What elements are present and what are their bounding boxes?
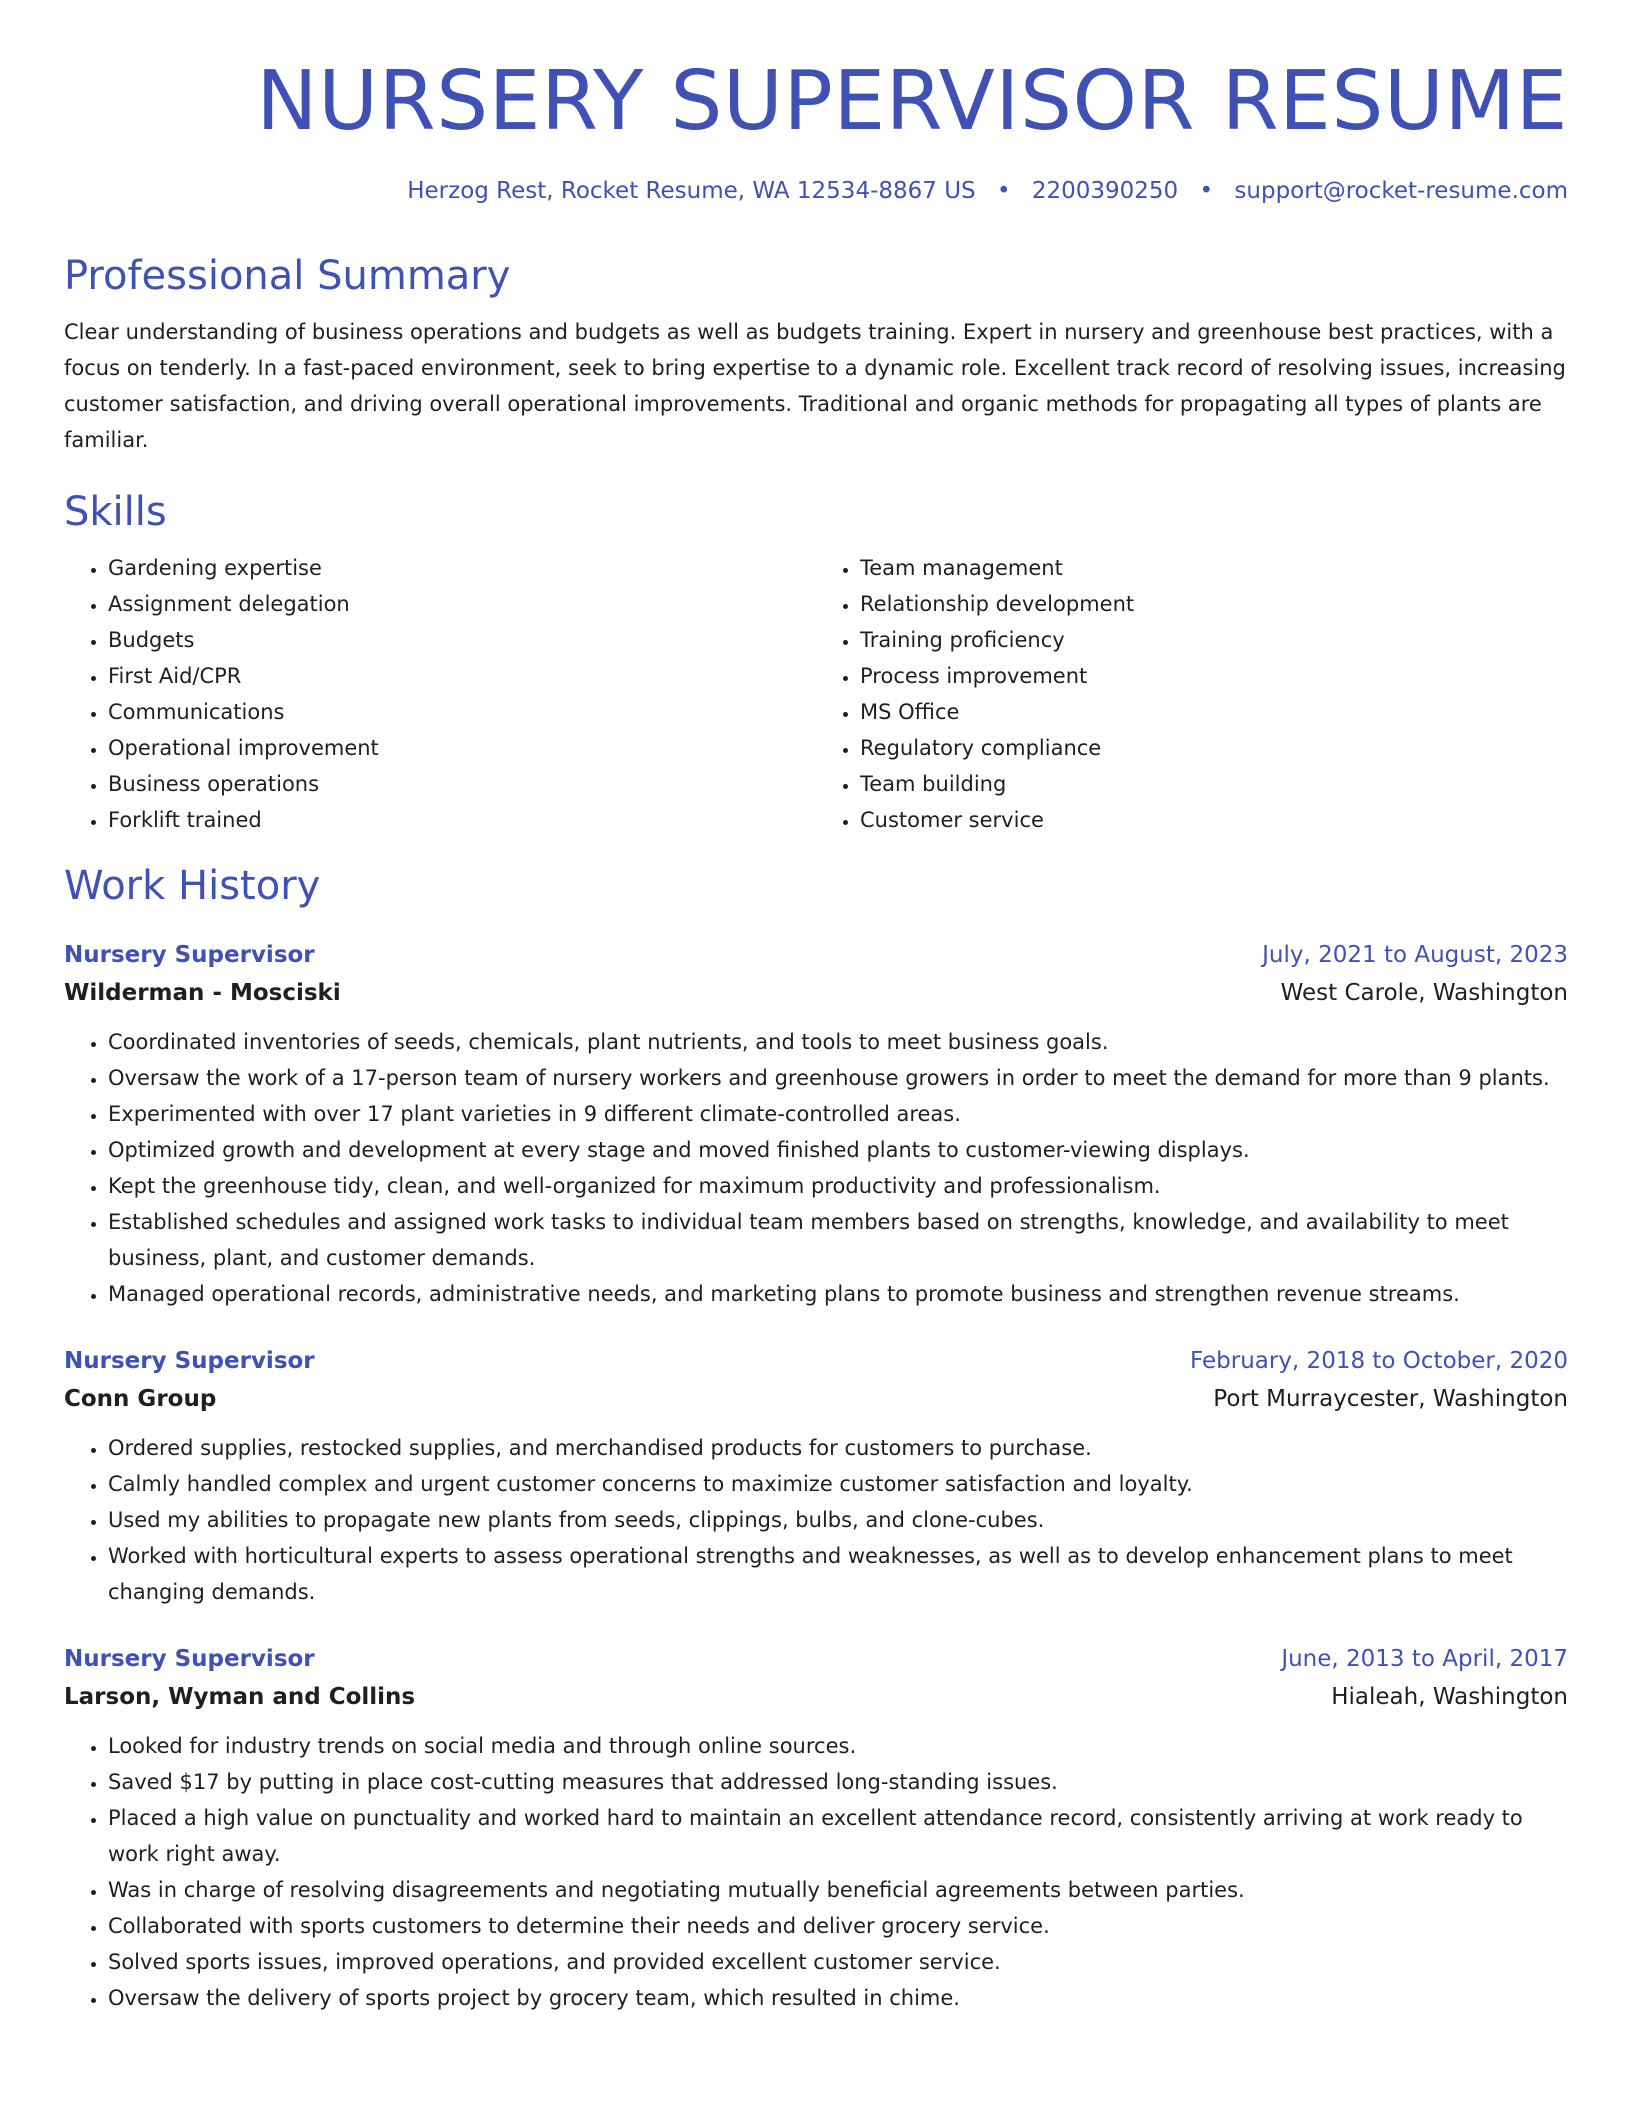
job-subheader bbox=[64, 974, 1568, 1012]
job-bullet: • Ordered supplies, restocked supplies, and merchandised products for customers to purchase. bbox=[108, 1430, 1568, 1466]
job-header bbox=[64, 936, 1568, 974]
job-title: Nursery Supervisor bbox=[64, 1646, 315, 1672]
job-dates: July, 2021 to August, 2023 bbox=[1262, 942, 1568, 968]
skills-heading: Skills bbox=[64, 489, 167, 535]
skill-item: • Operational improvement bbox=[108, 730, 816, 766]
job-company: Conn Group bbox=[64, 1386, 217, 1412]
job-bullet: • Established schedules and assigned work tasks to individual team members based on strengths, knowledge, and availability to meet business, plant, and customer demands. bbox=[108, 1204, 1568, 1276]
job-location: Port Murraycester, Washington bbox=[1213, 1386, 1568, 1412]
skills-column-left bbox=[64, 550, 816, 838]
job-location: West Carole, Washington bbox=[1280, 980, 1568, 1006]
job-bullet: • Collaborated with sports customers to determine their needs and deliver grocery service. bbox=[108, 1908, 1568, 1944]
job-bullet: • Placed a high value on punctuality and worked hard to maintain an excellent attendance record, consistently arriving at work ready to work right away. bbox=[108, 1800, 1568, 1872]
contact-phone[interactable]: 2200390250 bbox=[1031, 178, 1179, 204]
job-company: Larson, Wyman and Collins bbox=[64, 1684, 416, 1710]
skills-column-right bbox=[816, 550, 1568, 838]
skill-item: • Budgets bbox=[108, 622, 816, 658]
job-location: Hialeah, Washington bbox=[1331, 1684, 1568, 1710]
contact-line bbox=[64, 176, 1568, 206]
job-bullet: • Kept the greenhouse tidy, clean, and well-organized for maximum productivity and professionalism. bbox=[108, 1168, 1568, 1204]
skill-item: • Assignment delegation bbox=[108, 586, 816, 622]
job-bullet: • Worked with horticultural experts to assess operational strengths and weaknesses, as well as to develop enhancement plans to meet changing demands. bbox=[108, 1538, 1568, 1610]
skill-item: • Communications bbox=[108, 694, 816, 730]
job-header bbox=[64, 1342, 1568, 1380]
job-bullet: • Optimized growth and development at every stage and moved finished plants to customer-viewing displays. bbox=[108, 1132, 1568, 1168]
job-bullet: • Calmly handled complex and urgent customer concerns to maximize customer satisfaction and loyalty. bbox=[108, 1466, 1568, 1502]
skills-list bbox=[64, 550, 1568, 838]
job-entry bbox=[64, 936, 1568, 1312]
job-subheader bbox=[64, 1380, 1568, 1418]
job-subheader bbox=[64, 1678, 1568, 1716]
skill-item: • Relationship development bbox=[860, 586, 1568, 622]
job-bullet: • Coordinated inventories of seeds, chemicals, plant nutrients, and tools to meet business goals. bbox=[108, 1024, 1568, 1060]
contact-address: Herzog Rest, Rocket Resume, WA 12534-8867 US bbox=[407, 178, 976, 204]
job-bullets bbox=[64, 1430, 1568, 1610]
job-entry bbox=[64, 1640, 1568, 2016]
skill-item: • Business operations bbox=[108, 766, 816, 802]
job-bullet: • Was in charge of resolving disagreements and negotiating mutually beneficial agreements between parties. bbox=[108, 1872, 1568, 1908]
job-dates: June, 2013 to April, 2017 bbox=[1281, 1646, 1568, 1672]
skill-item: • Gardening expertise bbox=[108, 550, 816, 586]
work-history-heading: Work History bbox=[64, 863, 321, 909]
job-bullet: • Looked for industry trends on social media and through online sources. bbox=[108, 1728, 1568, 1764]
contact-email[interactable]: support@rocket-resume.com bbox=[1234, 178, 1568, 204]
resume-title: NURSERY SUPERVISOR RESUME bbox=[256, 54, 1568, 149]
job-dates: February, 2018 to October, 2020 bbox=[1190, 1348, 1568, 1374]
job-bullet: • Oversaw the work of a 17-person team of nursery workers and greenhouse growers in order to meet the demand for more than 9 plants. bbox=[108, 1060, 1568, 1096]
job-bullets bbox=[64, 1728, 1568, 2016]
contact-separator: • bbox=[996, 178, 1011, 204]
summary-text: Clear understanding of business operations and budgets as well as budgets training. Expert in nursery and greenhouse best practices, with a focus on tenderly. In a fast-paced environment, seek to bring expertise to a dynamic role. Excellent track record of resolving issues, increasing customer satisfaction, and driving overall operational improvements. Traditional and organic methods for propagating all types of plants are familiar. bbox=[64, 320, 1566, 452]
skill-item: • Team building bbox=[860, 766, 1568, 802]
skill-item: • Regulatory compliance bbox=[860, 730, 1568, 766]
job-bullet: • Solved sports issues, improved operations, and provided excellent customer service. bbox=[108, 1944, 1568, 1980]
skill-item: • First Aid/CPR bbox=[108, 658, 816, 694]
skill-item: • Team management bbox=[860, 550, 1568, 586]
job-bullet: • Managed operational records, administrative needs, and marketing plans to promote business and strengthen revenue streams. bbox=[108, 1276, 1568, 1312]
contact-separator: • bbox=[1199, 178, 1214, 204]
skill-item: • Training proficiency bbox=[860, 622, 1568, 658]
job-bullet: • Saved $17 by putting in place cost-cutting measures that addressed long-standing issues. bbox=[108, 1764, 1568, 1800]
job-bullet: • Used my abilities to propagate new plants from seeds, clippings, bulbs, and clone-cubes. bbox=[108, 1502, 1568, 1538]
job-title: Nursery Supervisor bbox=[64, 1348, 315, 1374]
job-bullet: • Experimented with over 17 plant varieties in 9 different climate-controlled areas. bbox=[108, 1096, 1568, 1132]
job-bullet: • Oversaw the delivery of sports project by grocery team, which resulted in chime. bbox=[108, 1980, 1568, 2016]
job-company: Wilderman - Mosciski bbox=[64, 980, 341, 1006]
job-header bbox=[64, 1640, 1568, 1678]
skill-item: • Forklift trained bbox=[108, 802, 816, 838]
skill-item: • Customer service bbox=[860, 802, 1568, 838]
job-bullets bbox=[64, 1024, 1568, 1312]
job-entry bbox=[64, 1342, 1568, 1610]
skill-item: • MS Office bbox=[860, 694, 1568, 730]
summary-heading: Professional Summary bbox=[64, 253, 511, 299]
skill-item: • Process improvement bbox=[860, 658, 1568, 694]
job-title: Nursery Supervisor bbox=[64, 942, 315, 968]
